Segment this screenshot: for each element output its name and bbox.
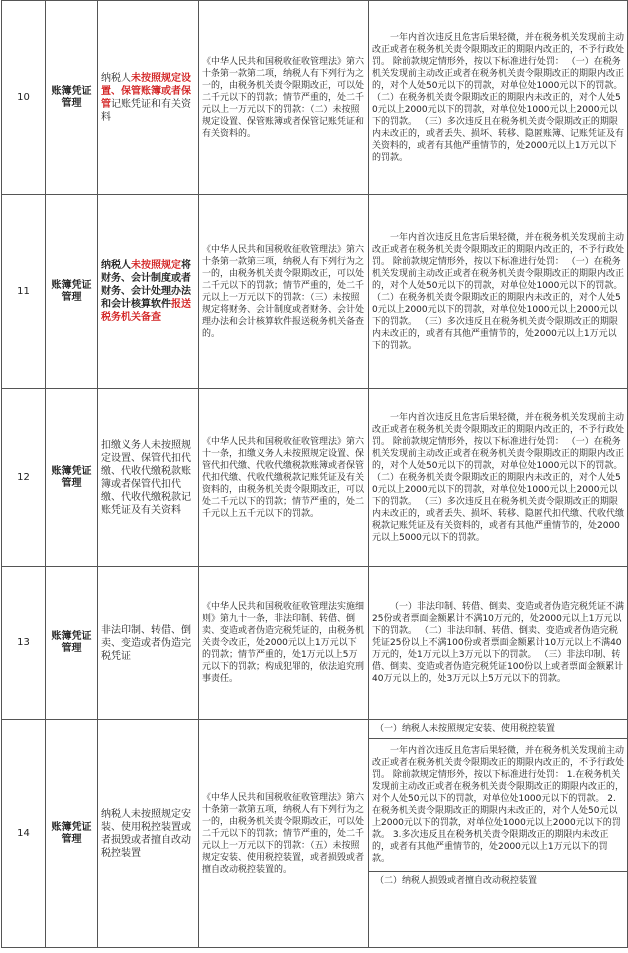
violation-text-mid: 将财务、会计制度或者财务、会计处理办法和会计核算软件 bbox=[101, 260, 191, 310]
violation-highlight: 未按照规定设置、保管账簿或者保管 bbox=[101, 72, 191, 110]
penalty-standard-text: （一）非法印制、转借、倒卖、变造或者伪造完税凭证不满25份或者票面金额累计不满10万元的，处2000元以上1万元以下的罚款。 （二）非法印制、转借、倒卖、变造或者伪造完税凭证25份以上不满100份或者票面金额累计10万元以上不满40万元的，处1万元以上3万元以下的罚款。 （三）非法印制、转借、倒卖、变造或者伪造完税凭证100份以上或者票面金额累计40万元以上的，处3万元以上5万元以下的罚款。 bbox=[372, 602, 625, 684]
penalty-table bbox=[1, 0, 628, 948]
violation-highlight-2: 报送税务机关备查 bbox=[101, 299, 191, 323]
row-number: 12 bbox=[2, 389, 46, 567]
row-number: 10 bbox=[2, 1, 46, 195]
penalty-standard-text: 一年内首次违反且危害后果轻微，并在税务机关发现前主动改正或者在税务机关责令限期改正的期限内改正的，不予行政处罚。 除前款规定情形外，按以下标准进行处罚： （一）在税务机关发现前主动改正或者在税务机关责令限期改正的期限内改正的，对个人处50元以下的罚款，对单位处1000元以下的罚款。 （二）在税务机关责令限期改正的期限内未改正的，对个人处50元以上2000元以下的罚款，对单位处1000元以上2000元以下的罚款。 （三）多次违反且在税务机关责令限期改正的期限内未改正的，或者有其他严重情节的，处2000元以上1万元以下的罚款。 bbox=[372, 232, 625, 351]
legal-basis-cell: 《中华人民共和国税收征收管理法》第六十条第一款第二项，纳税人有下列行为之一的，由税务机关责令限期改正，可以处二千元以下的罚款；情节严重的，处二千元以上一万元以下的罚款：（二）未按照规定设置、保管账簿或者保管记账凭证和有关资料的。 bbox=[199, 1, 369, 195]
table-row bbox=[2, 1, 628, 195]
table-row bbox=[2, 567, 628, 720]
category-cell: 账簿凭证管理 bbox=[46, 195, 98, 389]
category-cell: 账簿凭证管理 bbox=[46, 1, 98, 195]
table-row bbox=[2, 720, 628, 948]
table-row bbox=[2, 195, 628, 389]
violation-text: 纳税人 bbox=[101, 260, 131, 271]
violation-highlight: 未按照规定 bbox=[131, 260, 181, 271]
row-number: 11 bbox=[2, 195, 46, 389]
violation-text-tail: 记账凭证和有关资料 bbox=[101, 98, 191, 123]
violation-cell: 纳税人未按照规定安装、使用税控装置或者损毁或者擅自改动税控装置 bbox=[98, 720, 199, 948]
legal-basis-cell: 《中华人民共和国税收征收管理法》第六十条第一款第三项，纳税人有下列行为之一的，由税务机关责令限期改正，可以处二千元以下的罚款；情节严重的，处二千元以上一万元以下的罚款：（三）未按照规定将财务、会计制度或者财务、会计处理办法和会计核算软件报送税务机关备查的。 bbox=[199, 195, 369, 389]
row-number: 13 bbox=[2, 567, 46, 720]
penalty-standard-text: 一年内首次违反且危害后果轻微，并在税务机关发现前主动改正或者在税务机关责令限期改正的期限内改正的，不予行政处罚。 除前款规定情形外，按以下标准进行处罚： （一）在税务机关发现前主动改正或者在税务机关责令限期改正的期限内改正的，对个人处50元以下的罚款，对单位处1000元以下的罚款。 （二）在税务机关责令限期改正的期限内未改正的，对个人处50元以上2000元以下的罚款，对单位处1000元以上2000元以下的罚款。 （三）多次违反且在税务机关责令限期改正的期限内未改正的，或者丢失、损坏、转移、隐匿代扣代缴、代收代缴税款记账凭证及有关资料的，或者有其他严重情节的，处2000元以上5000元以下的罚款。 bbox=[372, 412, 625, 543]
penalty-standard-text: 一年内首次违反且危害后果轻微，并在税务机关发现前主动改正或者在税务机关责令限期改正的期限内改正的，不予行政处罚。 除前款规定情形外，按以下标准进行处罚： （一）在税务机关发现前主动改正或者在税务机关责令限期改正的期限内改正的，对个人处50元以下的罚款，对单位处1000元以下的罚款。 （二）在税务机关责令限期改正的期限内未改正的，对个人处50元以上2000元以下的罚款，对单位处1000元以上2000元以下的罚款。 （三）多次违反且在税务机关责令限期改正的期限内未改正的，或者丢失、损坏、转移、隐匿账簿、记账凭证及有关资料的，或者有其他严重情节的，处2000元以上1万元以下的罚款。 bbox=[372, 32, 625, 163]
penalty-standard-cell bbox=[369, 567, 628, 720]
violation-cell bbox=[98, 1, 199, 195]
penalty-standard-cell bbox=[369, 720, 628, 948]
penalty-standard-cell bbox=[369, 195, 628, 389]
table-row bbox=[2, 389, 628, 567]
violation-cell: 扣缴义务人未按照规定设置、保管代扣代缴、代收代缴税款账簿或者保管代扣代缴、代收代缴税款记账凭证及有关资料 bbox=[98, 389, 199, 567]
row-number: 14 bbox=[2, 720, 46, 948]
category-cell: 账簿凭证管理 bbox=[46, 720, 98, 948]
penalty-standard-text: 一年内首次违反且危害后果轻微，并在税务机关发现前主动改正或者在税务机关责令限期改正的期限内改正的，不予行政处罚。 除前款规定情形外，按以下标准进行处罚： 1.在税务机关发现前主动改正或者在税务机关责令限期改正的期限内改正的，对个人处50元以下的罚款，对单位处1000元以下的罚款。 2.在税务机关责令限期改正的期限内未改正的，对个人处50元以上2000元以下的罚款，对单位处1000元以上2000元以下的罚款。 3.多次违反且在税务机关责令限期改正的期限内未改正的，或者有其他严重情节的，处2000元以上1万元以下的罚款。 bbox=[372, 746, 625, 864]
penalty-standard-cell bbox=[369, 389, 628, 567]
violation-cell bbox=[98, 195, 199, 389]
legal-basis-cell: 《中华人民共和国税收征收管理法》第六十条第一款第五项，纳税人有下列行为之一的，由税务机关责令限期改正，可以处二千元以下的罚款；情节严重的，处二千元以上一万元以下的罚款：（五）未按照规定安装、使用税控装置，或者损毁或者擅自改动税控装置的。 bbox=[199, 720, 369, 948]
standard-subheading: （一）纳税人未按照规定安装、使用税控装置 bbox=[369, 720, 627, 739]
legal-basis-cell: 《中华人民共和国税收征收管理法实施细则》第九十一条，非法印制、转借、倒卖、变造或者伪造完税凭证的，由税务机关责令改正，处2000元以上1万元以下的罚款；情节严重的，处1万元以上5万元以下的罚款；构成犯罪的，依法追究刑事责任。 bbox=[199, 567, 369, 720]
penalty-standard-cell bbox=[369, 1, 628, 195]
penalty-standard-wrap bbox=[372, 739, 624, 865]
category-cell: 账簿凭证管理 bbox=[46, 389, 98, 567]
category-cell: 账簿凭证管理 bbox=[46, 567, 98, 720]
legal-basis-cell: 《中华人民共和国税收征收管理法》第六十一条，扣缴义务人未按照规定设置、保管代扣代缴、代收代缴税款账簿或者保管代扣代缴、代收代缴税款记账凭证及有关资料的，由税务机关责令限期改正，可以处二千元以下的罚款；情节严重的，处二千元以上五千元以下的罚款。 bbox=[199, 389, 369, 567]
standard-subheading-2: （二）纳税人损毁或者擅自改动税控装置 bbox=[369, 871, 627, 890]
violation-text: 纳税人 bbox=[101, 72, 131, 84]
violation-cell: 非法印制、转借、倒卖、变造或者伪造完税凭证 bbox=[98, 567, 199, 720]
